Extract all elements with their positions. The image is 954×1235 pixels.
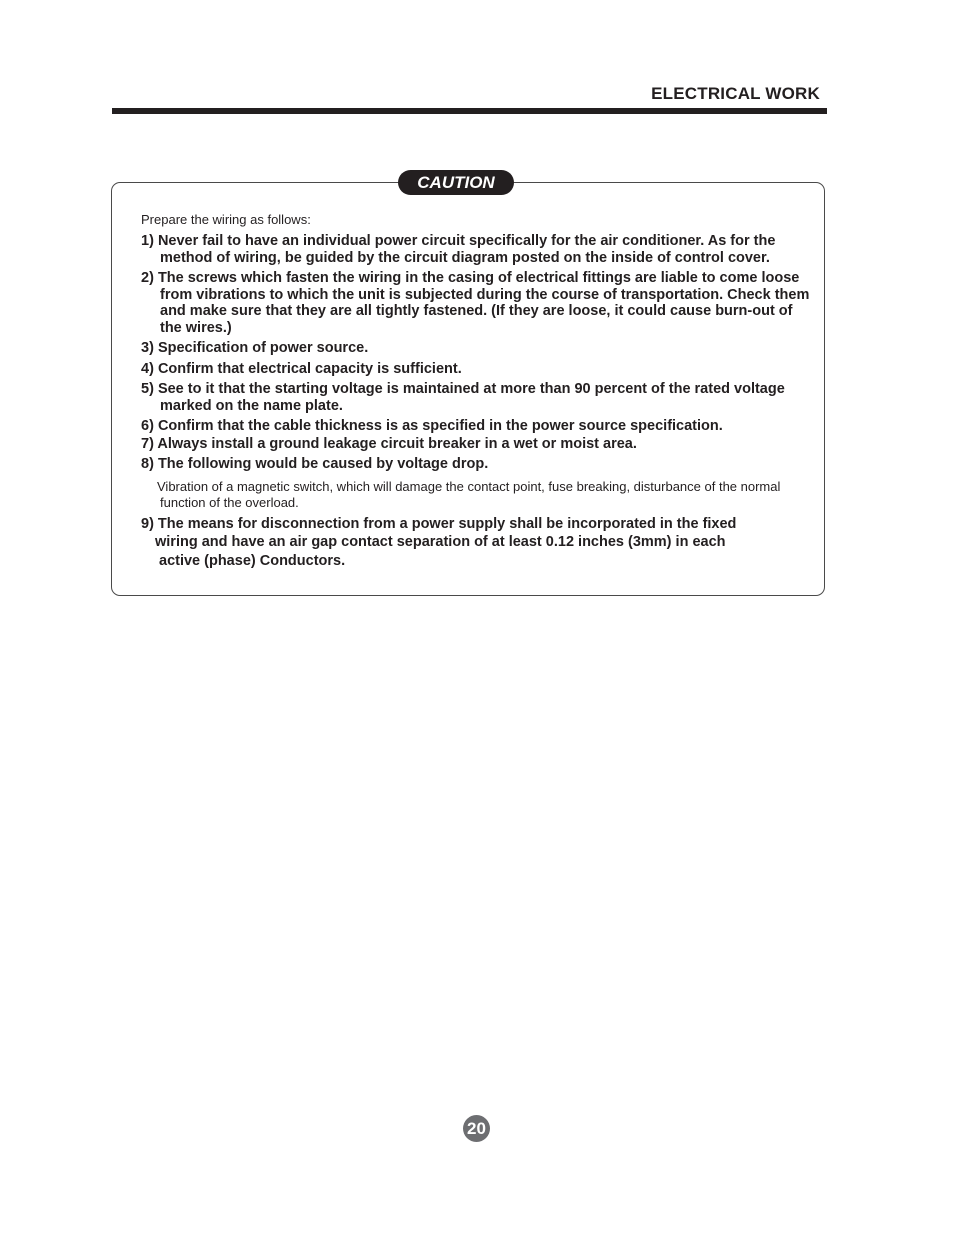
item-text: Confirm that the cable thickness is as specified in the power source specification. [157,418,723,434]
item-number: 4) [141,360,154,377]
page-number-badge: 20 [463,1115,490,1142]
item-text: Confirm that electrical capacity is sufficient. [157,360,462,377]
instruction-item-6 [141,418,811,435]
item-number: 6) [141,418,154,434]
instruction-item-9 [141,515,811,571]
item9-line-1: 9) The means for disconnection from a power supply shall be incorporated in the fixed [141,515,737,532]
item-text: Always install a ground leakage circuit breaker in a wet or moist area. [157,435,637,452]
caution-badge: CAUTION [398,170,514,195]
item-number: 2) [141,270,154,286]
item-number: 3) [141,340,154,356]
instruction-item-5 [141,381,811,414]
item9-line-3: active (phase) Conductors. [159,552,346,569]
instruction-item-4 [141,361,811,378]
item-text: See to it that the starting voltage is maintained at more than 90 percent of the rated voltage marked on the name plate. [157,381,785,414]
item-text: Never fail to have an individual power circuit specifically for the air conditioner. As for the method of wiring, be guided by the circuit diagram posted on the inside of control cover. [157,233,776,266]
item-number: 5) [141,381,154,397]
item-text: The screws which fasten the wiring in the casing of electrical fittings are liable to come loose from vibrations to which the unit is subjected during the course of transportation. Check them and make sure that they are all tightly fastened. (If they are loose, it could cause burn-out of the wires.) [157,270,810,336]
wiring-intro: Prepare the wiring as follows: [141,212,311,227]
instruction-item-7 [141,436,811,453]
item-number: 7) [141,435,154,452]
voltage-drop-note: Vibration of a magnetic switch, which will damage the contact point, fuse breaking, disturbance of the normal function of the overload. [157,478,781,510]
instruction-item-3 [141,340,811,357]
instruction-item-1 [141,233,811,266]
section-title: ELECTRICAL WORK [651,84,820,103]
instruction-item-2 [141,270,811,336]
item9-line-2: wiring and have an air gap contact separation of at least 0.12 inches (3mm) in each [155,534,726,550]
item-number: 8) [141,456,154,472]
item-text: Specification of power source. [157,340,369,356]
item-text: The following would be caused by voltage drop. [157,456,489,472]
item-number: 1) [141,233,154,249]
header-rule [112,108,827,114]
instruction-item-8 [141,456,811,473]
caution-content [141,212,811,570]
